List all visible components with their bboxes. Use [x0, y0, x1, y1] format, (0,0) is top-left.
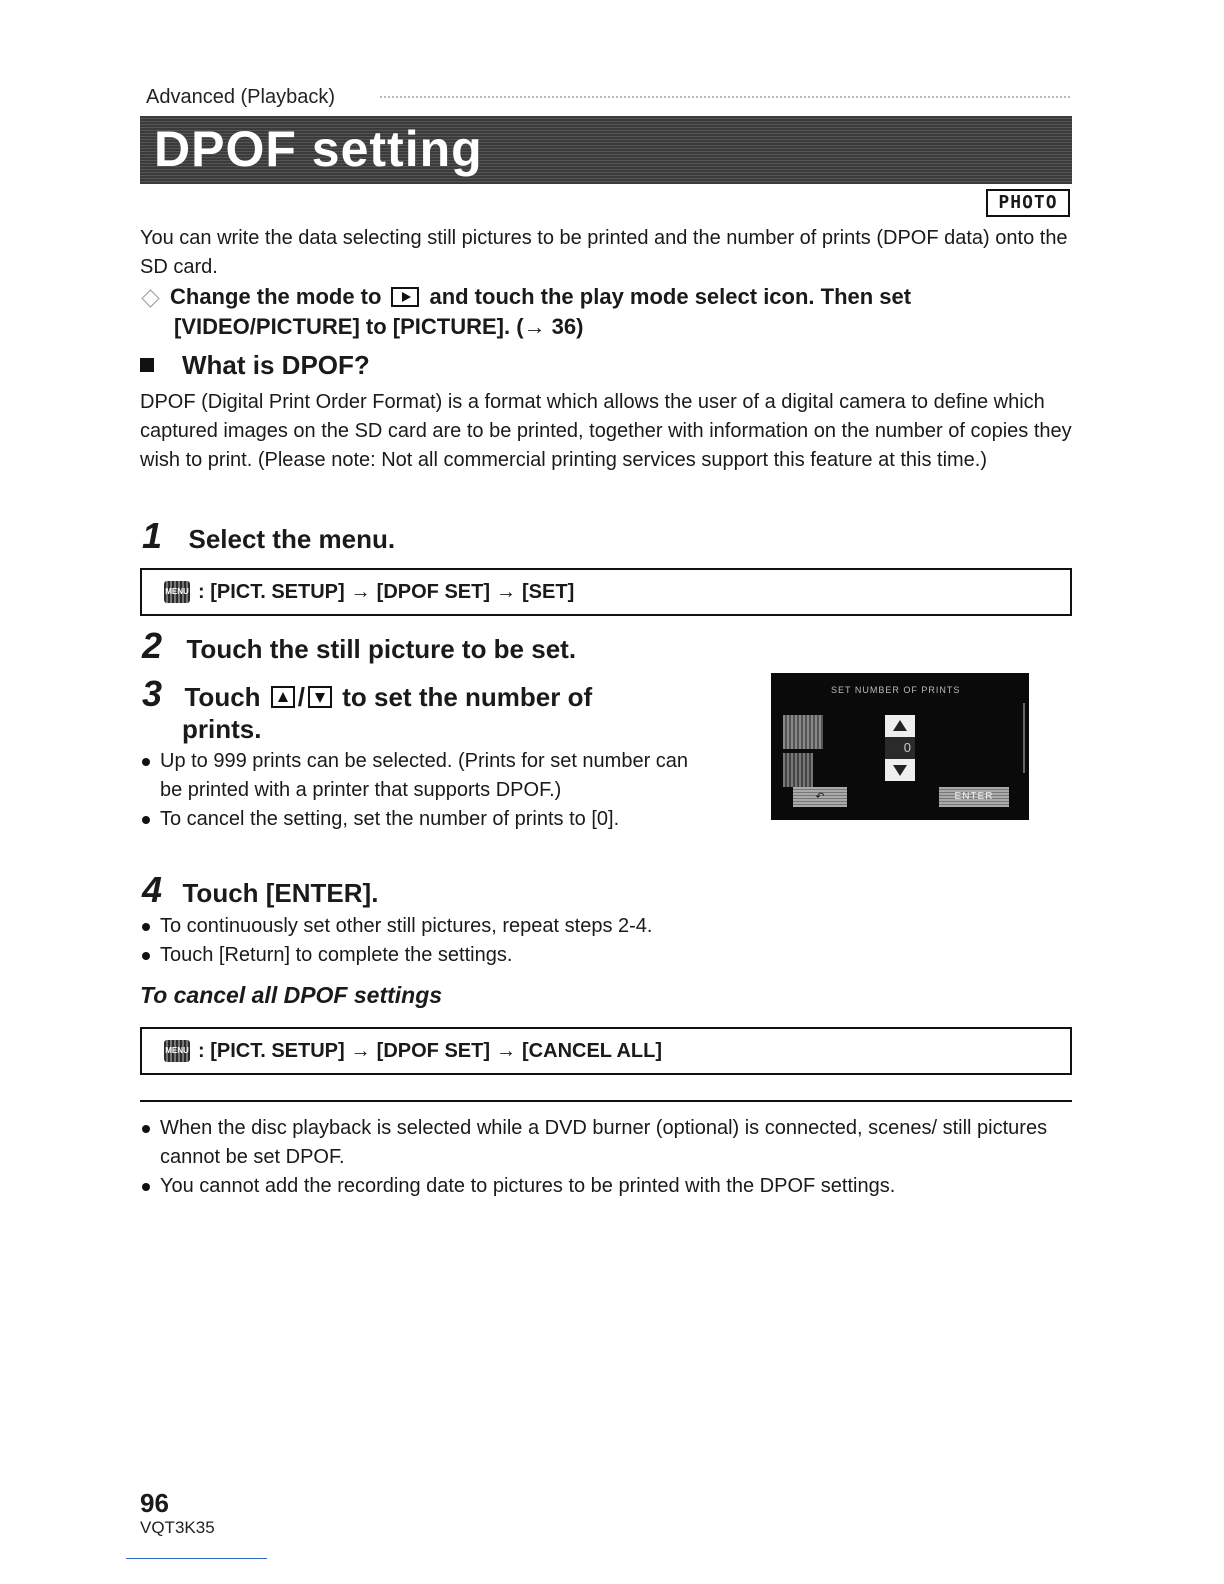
instruction-part2: and touch the play mode select icon. Then set [429, 284, 912, 309]
page-title: DPOF setting [154, 121, 483, 177]
screen-return-icon: ↶ [793, 787, 847, 807]
notes-divider [140, 1100, 1072, 1102]
list-item: Up to 999 prints can be selected. (Prints for set number can be printed with a printer that supports DPOF.) [140, 747, 700, 805]
step-title: Select the menu. [188, 524, 396, 554]
square-bullet-icon [140, 358, 154, 372]
arrow-icon: → [496, 1039, 517, 1062]
arrow-icon: → [496, 580, 517, 603]
what-is-heading: What is DPOF? [182, 350, 370, 380]
screen-print-count: 0 [885, 737, 915, 759]
intro-text: You can write the data selecting still pictures to be printed and the number of prints (DPOF data) onto the SD card. [140, 227, 1068, 278]
notes-list [140, 1114, 1070, 1201]
picture-thumbnail [783, 753, 813, 787]
list-item: When the disc playback is selected while a DVD burner (optional) is connected, scenes/ still pictures cannot be set DPOF. [140, 1114, 1070, 1172]
diamond-icon [141, 289, 159, 307]
menu-path-part: [SET] [522, 580, 575, 603]
menu-path-part: [DPOF SET] [376, 1039, 491, 1062]
list-item: To continuously set other still pictures, repeat steps 2-4. [140, 912, 840, 941]
section-divider [380, 96, 1070, 98]
menu-icon: MENU [164, 581, 190, 603]
list-item: Touch [Return] to complete the settings. [140, 941, 840, 970]
down-arrow-icon [308, 686, 332, 708]
step-number: 2 [142, 625, 163, 666]
camera-screen-image [771, 673, 1029, 820]
instruction-part1: Change the mode to [170, 284, 382, 309]
arrow-icon: → [350, 580, 371, 603]
title-bar [140, 116, 1072, 184]
page-number: 96 [140, 1488, 169, 1518]
screen-down-icon [885, 759, 915, 781]
menu-path-part: : [PICT. SETUP] [198, 580, 345, 603]
step-2 [142, 625, 577, 666]
step-number: 3 [142, 673, 163, 714]
instruction-line2: [VIDEO/PICTURE] to [PICTURE]. (→ 36) [174, 314, 584, 339]
step-title: Touch / to set the number of [184, 682, 593, 712]
step-1 [142, 515, 396, 556]
section-label: Advanced (Playback) [146, 86, 335, 108]
screen-title: SET NUMBER OF PRINTS [831, 685, 961, 695]
menu-path-set [140, 568, 1072, 616]
up-arrow-icon [271, 686, 295, 708]
screen-scrollbar [1023, 703, 1025, 773]
what-is-body: DPOF (Digital Print Order Format) is a format which allows the user of a digital camera to define which captured images on the SD card are to be printed, together with information on the number of copies they wish to print. (Please note: Not all commercial printing services support this feature at this time.) [140, 391, 1072, 471]
menu-icon: MENU [164, 1040, 190, 1062]
step-title: Touch the still picture to be set. [186, 634, 577, 664]
screen-up-icon [885, 715, 915, 737]
photo-mode-badge: PHOTO [986, 189, 1070, 217]
menu-path-cancel [140, 1027, 1072, 1075]
screen-enter-button: ENTER [939, 787, 1009, 807]
cancel-heading: To cancel all DPOF settings [140, 982, 443, 1008]
picture-thumbnail [783, 715, 823, 749]
step-3-bullets [140, 747, 700, 834]
list-item: To cancel the setting, set the number of prints to [0]. [140, 805, 780, 834]
step-title: Touch [ENTER]. [182, 878, 379, 908]
play-icon [391, 287, 419, 307]
document-code: VQT3K35 [140, 1518, 215, 1537]
step-title-cont: prints. [182, 714, 262, 744]
footer-rule [126, 1558, 267, 1559]
menu-path-part: : [PICT. SETUP] [198, 1039, 345, 1062]
step-number: 1 [142, 515, 163, 556]
step-number: 4 [142, 869, 163, 910]
step-4 [142, 869, 379, 910]
step-3 [142, 673, 742, 745]
mode-instruction [170, 282, 1070, 342]
step-4-bullets [140, 912, 840, 970]
menu-path-part: [CANCEL ALL] [522, 1039, 662, 1062]
menu-path-part: [DPOF SET] [376, 580, 491, 603]
arrow-icon: → [350, 1039, 371, 1062]
list-item: You cannot add the recording date to pictures to be printed with the DPOF settings. [140, 1172, 1070, 1201]
